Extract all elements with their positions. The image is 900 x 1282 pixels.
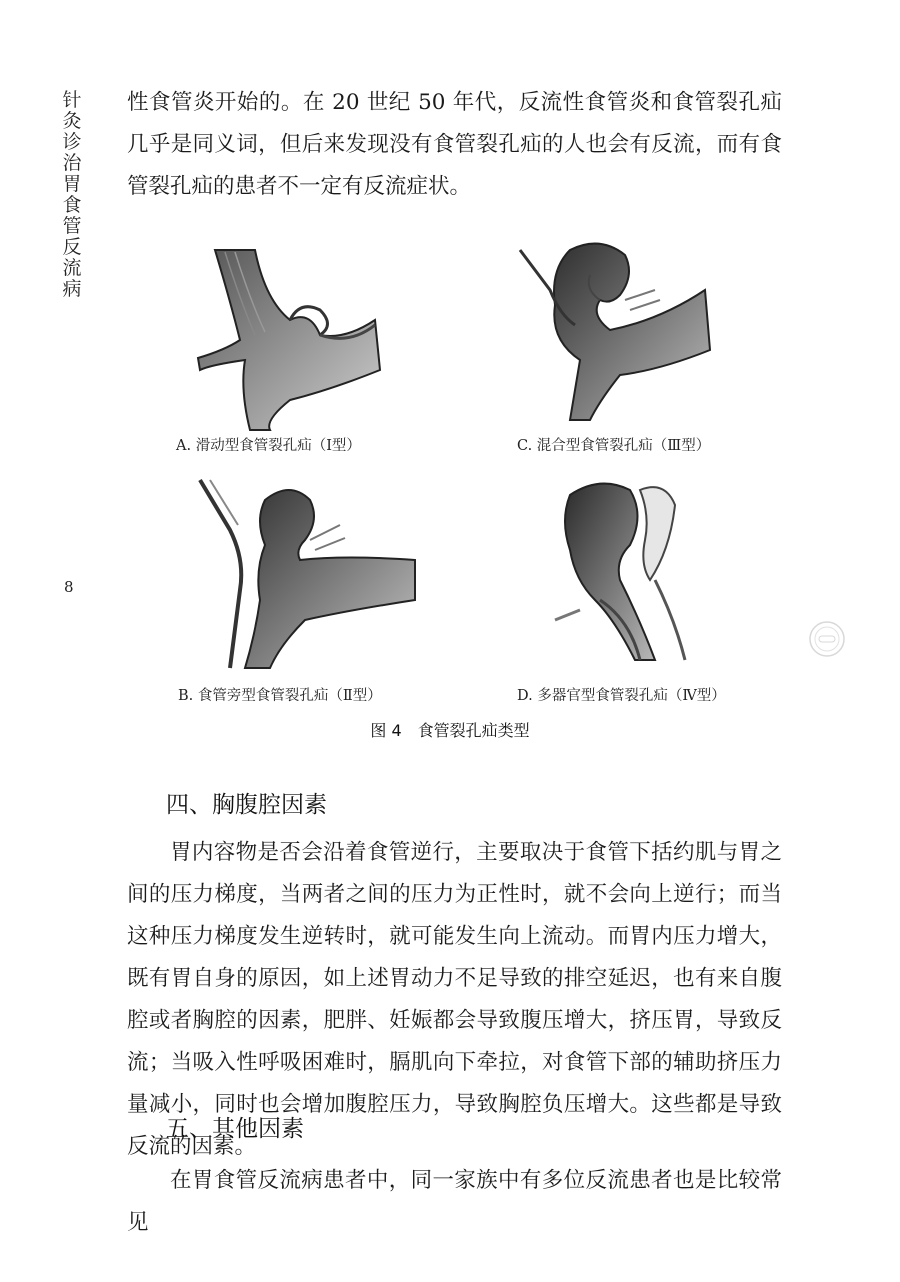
watermark-stamp-icon <box>808 620 846 658</box>
sliding-hernia-illustration <box>170 240 440 440</box>
intro-paragraph: 性食管炎开始的。在 20 世纪 50 年代，反流性食管炎和食管裂孔疝几乎是同义词，但后来发现没有食管裂孔疝的人也会有反流，而有食管裂孔疝的患者不一定有反流症状。 <box>127 90 782 199</box>
running-header-book-title: 针灸诊治胃食管反流病 <box>62 89 82 300</box>
section-4-paragraph: 胃内容物是否会沿着食管逆行，主要取决于食管下括约肌与胃之间的压力梯度，当两者之间的压力为正性时，就不会向上逆行；而当这种压力梯度发生逆转时，就可能发生向上流动。而胃内压力增大，既有胃自身的原因，如上述胃动力不足导致的排空延迟，也有来自腹腔或者胸腔的因素，肥胖、妊娠都会导致腹压增大，挤压胃，导致反流；当吸入性呼吸困难时，膈肌向下牵拉，对食管下部的辅助挤压力量减小，同时也会增加腹腔压力，导致胸腔负压增大。这些都是导致反流的因素。 <box>127 840 782 1159</box>
multi-organ-hernia-illustration <box>480 470 750 670</box>
paraesophageal-hernia-illustration <box>170 470 440 670</box>
figure-caption-c: C. 混合型食管裂孔疝（Ⅲ型） <box>517 438 711 454</box>
section-5-paragraph: 在胃食管反流病患者中，同一家族中有多位反流患者也是比较常见 <box>127 1168 782 1235</box>
mixed-hernia-illustration <box>480 230 750 430</box>
figure-caption-d: D. 多器官型食管裂孔疝（Ⅳ型） <box>517 688 726 704</box>
figure-caption-b: B. 食管旁型食管裂孔疝（Ⅱ型） <box>178 688 382 704</box>
section-heading-4: 四、胸腹腔因素 <box>166 792 327 818</box>
figure-title: 图 4 食管裂孔疝类型 <box>370 721 530 740</box>
section-heading-5: 五、其他因素 <box>166 1116 304 1142</box>
figure-caption-a: A. 滑动型食管裂孔疝（Ⅰ型） <box>176 438 361 454</box>
page-number: 8 <box>64 578 74 596</box>
